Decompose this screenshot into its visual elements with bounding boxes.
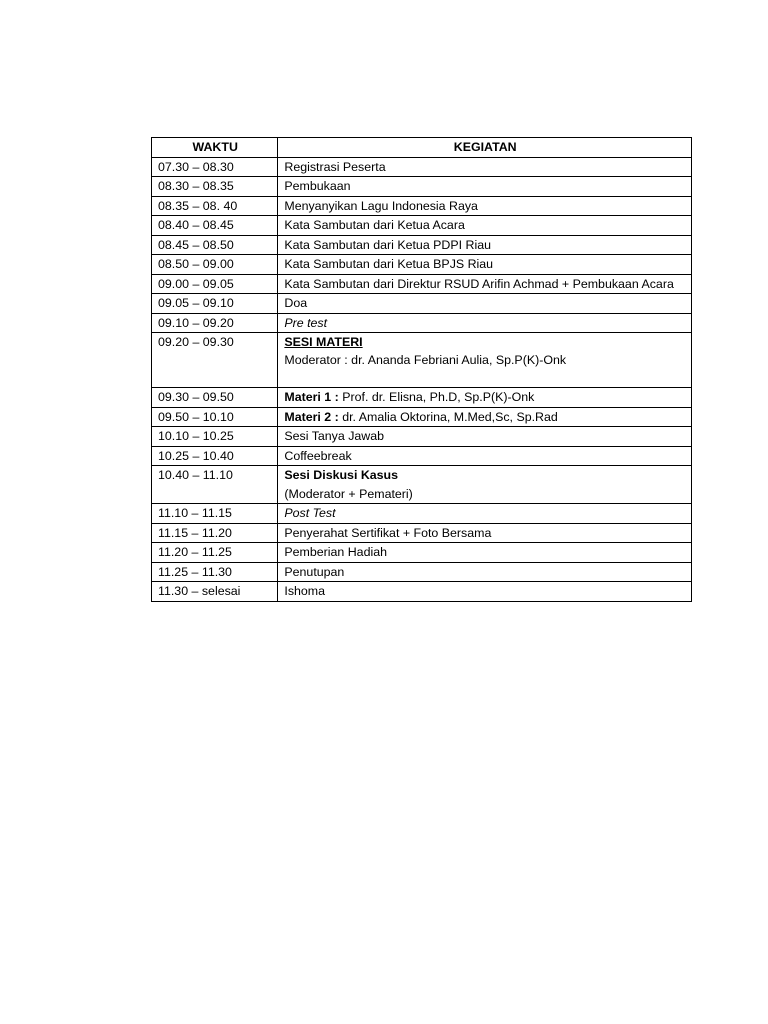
moderator-text: Moderator : dr. Ananda Febriani Aulia, Sp.P(K)-Onk: [284, 353, 567, 367]
table-row: [152, 255, 692, 275]
time-cell: 08.45 – 08.50: [152, 235, 278, 255]
table-row: [152, 562, 692, 582]
time-cell: 09.05 – 09.10: [152, 294, 278, 314]
table-row: [152, 177, 692, 197]
activity-cell: Post Test: [278, 504, 692, 524]
table-row: [152, 313, 692, 333]
table-row: [152, 196, 692, 216]
table-row: [152, 407, 692, 427]
activity-cell: Kata Sambutan dari Ketua PDPI Riau: [278, 235, 692, 255]
table-row: [152, 582, 692, 602]
activity-cell: Kata Sambutan dari Ketua BPJS Riau: [278, 255, 692, 275]
activity-cell: [278, 407, 692, 427]
table-row: [152, 427, 692, 447]
schedule-table: [151, 137, 692, 602]
time-cell: 11.10 – 11.15: [152, 504, 278, 524]
time-cell: 08.30 – 08.35: [152, 177, 278, 197]
table-row: [152, 274, 692, 294]
time-cell: 08.35 – 08. 40: [152, 196, 278, 216]
activity-cell: Pre test: [278, 313, 692, 333]
table-header-row: [152, 138, 692, 158]
header-time: WAKTU: [152, 138, 278, 158]
table-row: [152, 388, 692, 408]
activity-cell: Doa: [278, 294, 692, 314]
time-cell: 11.15 – 11.20: [152, 523, 278, 543]
time-cell: 07.30 – 08.30: [152, 157, 278, 177]
activity-cell: Kata Sambutan dari Direktur RSUD Arifin Achmad + Pembukaan Acara: [278, 274, 692, 294]
discussion-note: (Moderator + Pemateri): [284, 487, 413, 501]
material-label: Materi 1 :: [284, 390, 339, 404]
time-cell: 09.20 – 09.30: [152, 333, 278, 388]
activity-cell: [278, 388, 692, 408]
header-activity: KEGIATAN: [278, 138, 692, 158]
activity-cell: [278, 466, 692, 504]
time-cell: 08.40 – 08.45: [152, 216, 278, 236]
time-cell: 11.20 – 11.25: [152, 543, 278, 563]
activity-cell: Kata Sambutan dari Ketua Acara: [278, 216, 692, 236]
activity-cell: Pemberian Hadiah: [278, 543, 692, 563]
activity-cell: Pembukaan: [278, 177, 692, 197]
time-cell: 10.40 – 11.10: [152, 466, 278, 504]
table-row: [152, 543, 692, 563]
table-row: [152, 333, 692, 388]
activity-cell: Ishoma: [278, 582, 692, 602]
activity-cell: [278, 333, 692, 388]
activity-cell: Sesi Tanya Jawab: [278, 427, 692, 447]
table-row: [152, 157, 692, 177]
table-row: [152, 216, 692, 236]
table-row: [152, 523, 692, 543]
activity-cell: Registrasi Peserta: [278, 157, 692, 177]
time-cell: 11.30 – selesai: [152, 582, 278, 602]
time-cell: 08.50 – 09.00: [152, 255, 278, 275]
time-cell: 10.10 – 10.25: [152, 427, 278, 447]
time-cell: 09.10 – 09.20: [152, 313, 278, 333]
material-speaker: dr. Amalia Oktorina, M.Med,Sc, Sp.Rad: [338, 409, 558, 424]
time-cell: 10.25 – 10.40: [152, 446, 278, 466]
activity-cell: Menyanyikan Lagu Indonesia Raya: [278, 196, 692, 216]
discussion-title: Sesi Diskusi Kasus: [284, 468, 399, 482]
table-row: [152, 235, 692, 255]
time-cell: 09.50 – 10.10: [152, 407, 278, 427]
table-row: [152, 294, 692, 314]
session-title: SESI MATERI: [284, 335, 363, 349]
table-row: [152, 504, 692, 524]
time-cell: 11.25 – 11.30: [152, 562, 278, 582]
material-label: Materi 2 :: [284, 409, 339, 424]
activity-cell: Penutupan: [278, 562, 692, 582]
table-row: [152, 446, 692, 466]
time-cell: 09.00 – 09.05: [152, 274, 278, 294]
activity-cell: Coffeebreak: [278, 446, 692, 466]
material-speaker: Prof. dr. Elisna, Ph.D, Sp.P(K)-Onk: [338, 390, 535, 404]
time-cell: 09.30 – 09.50: [152, 388, 278, 408]
table-row: [152, 466, 692, 504]
activity-cell: Penyerahat Sertifikat + Foto Bersama: [278, 523, 692, 543]
